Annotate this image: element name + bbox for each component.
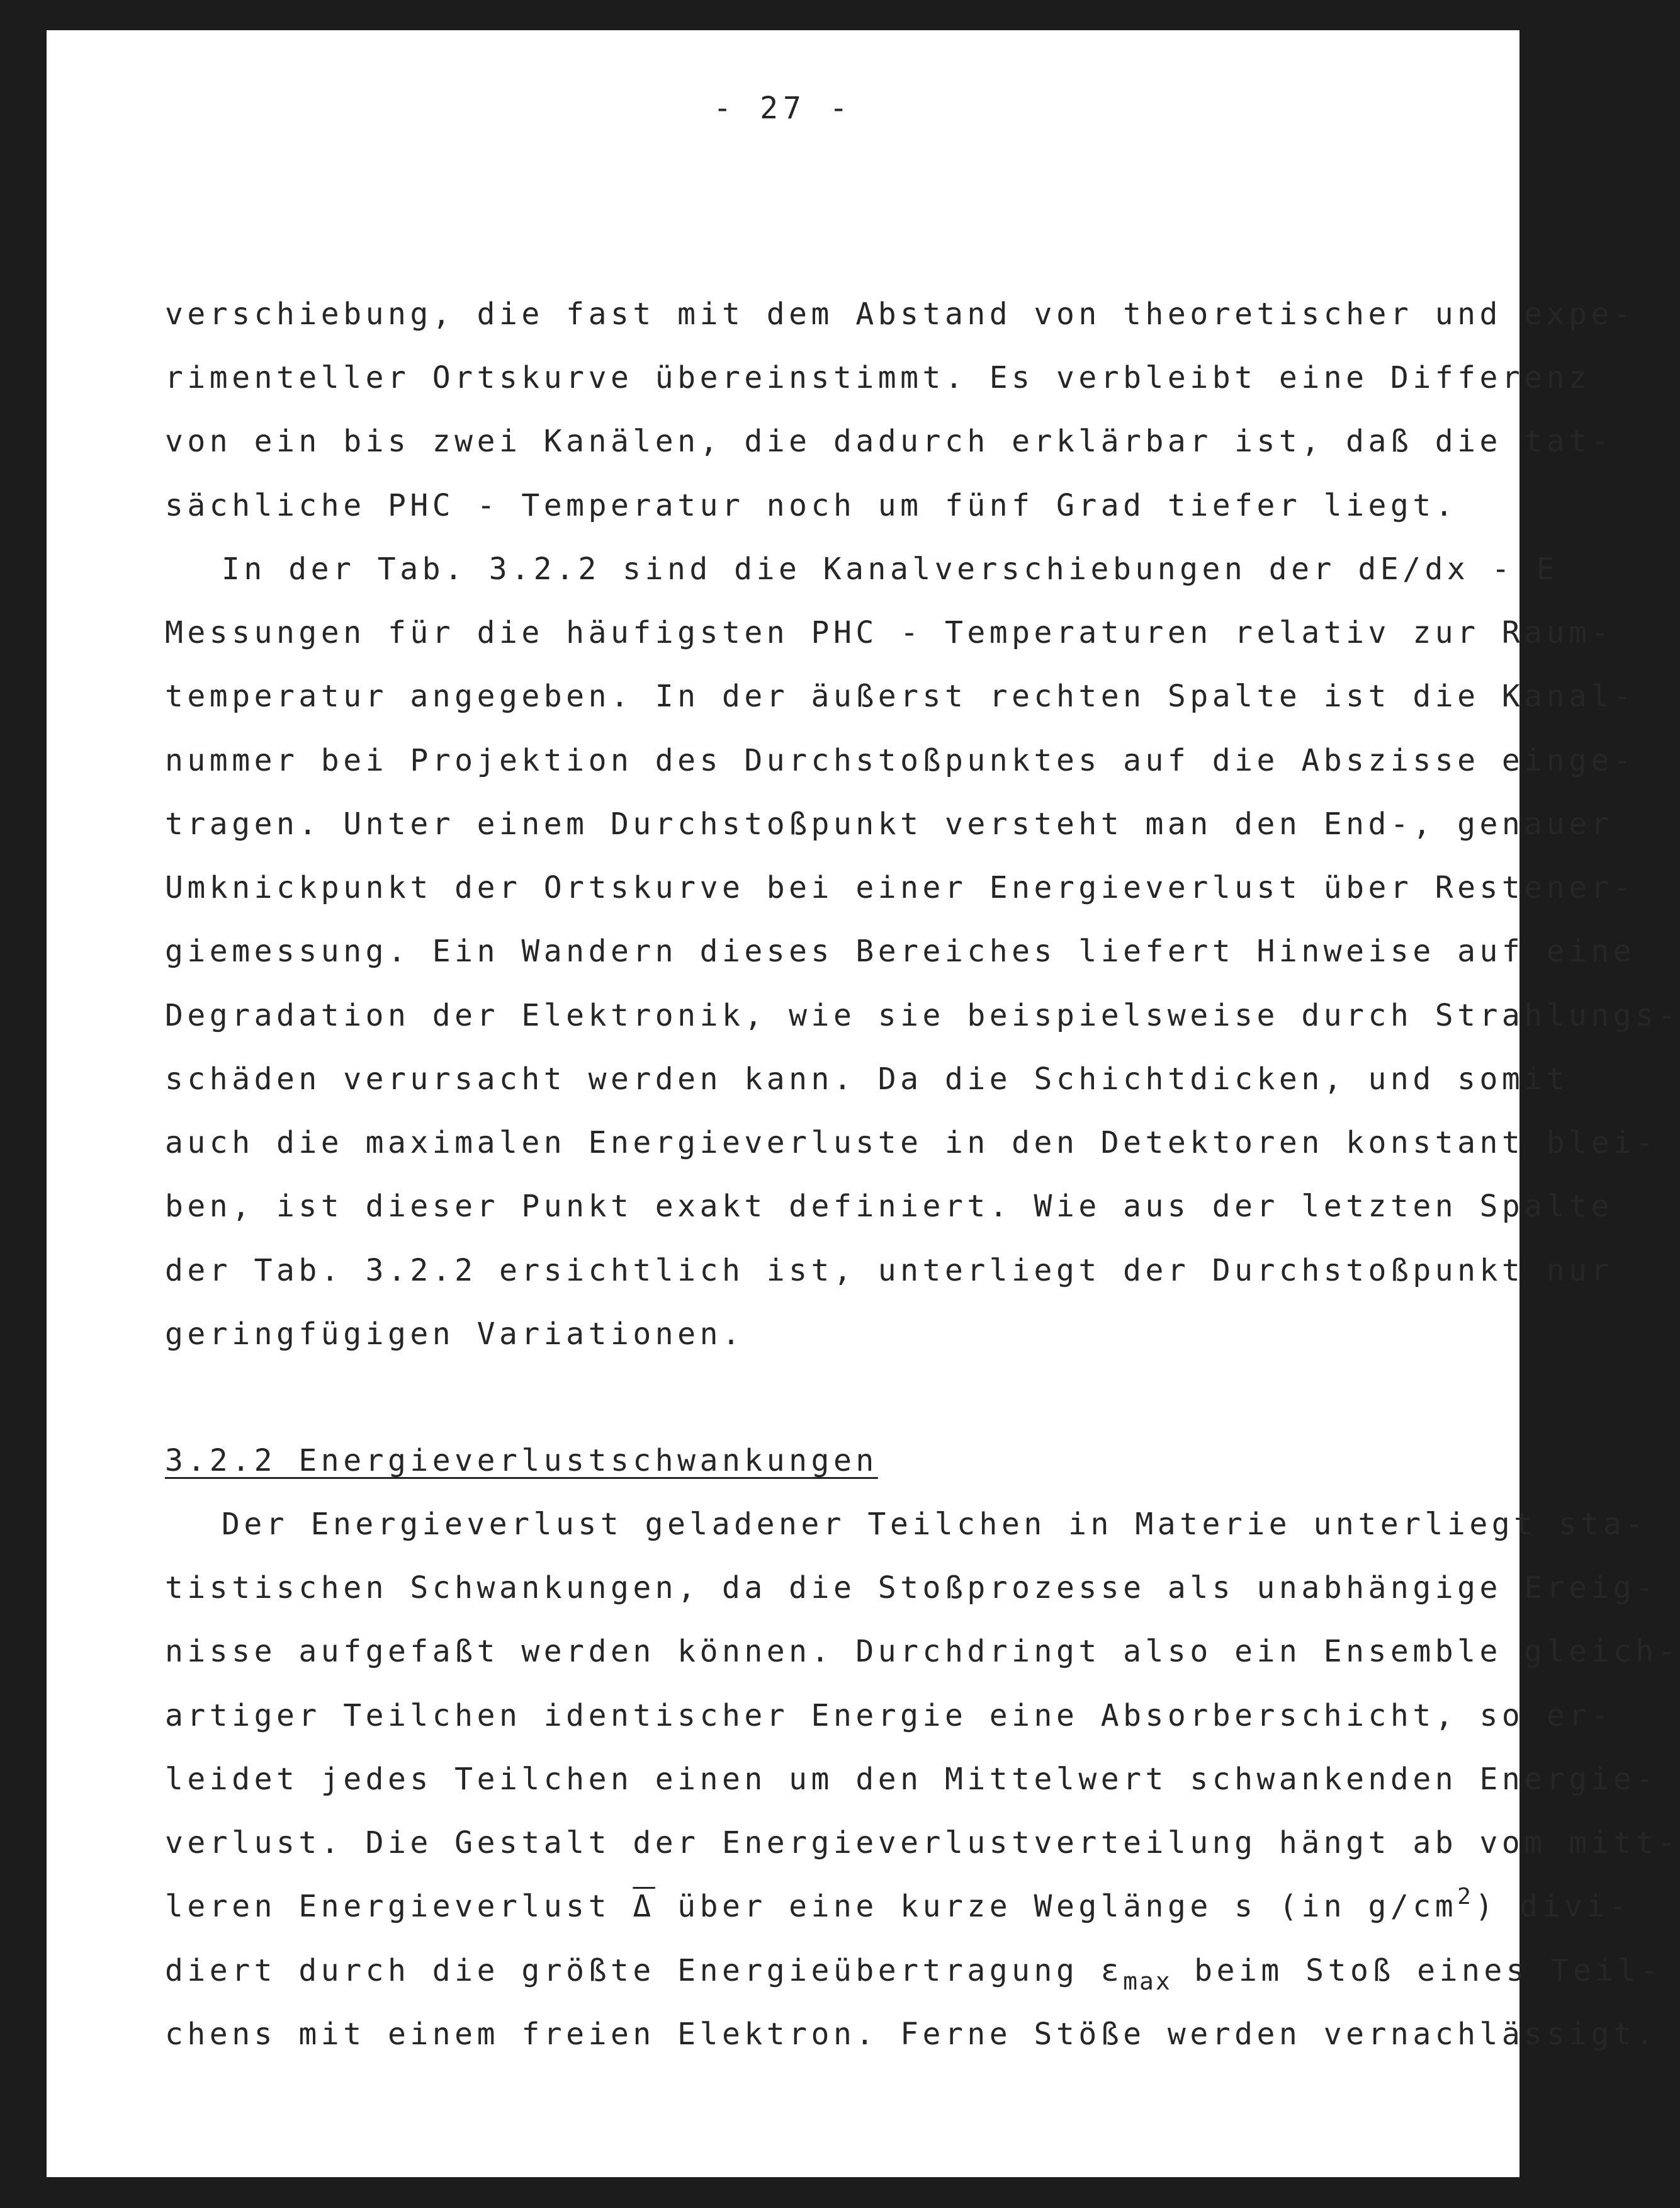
paragraph-line: verlust. Die Gestalt der Energieverlustverteilung hängt ab vom mitt-	[165, 1825, 1680, 1860]
paragraph-line: geringfügigen Variationen.	[165, 1316, 745, 1352]
page-number: - 27 -	[713, 91, 853, 126]
paragraph-line: chens mit einem freien Elektron. Ferne Stöße werden vernachlässigt.	[165, 2017, 1658, 2052]
paragraph-line: Degradation der Elektronik, wie sie beispielsweise durch Strahlungs-	[165, 998, 1680, 1033]
paragraph-line	[165, 1952, 1662, 1995]
paragraph-line: artiger Teilchen identischer Energie eine Absorberschicht, so er-	[165, 1698, 1613, 1733]
text-segment: leren Energieverlust	[165, 1889, 633, 1924]
text-segment: beim Stoß eines Teil-	[1171, 1953, 1662, 1988]
paragraph-line: temperatur angegeben. In der äußerst rechten Spalte ist die Kanal-	[165, 679, 1636, 714]
paragraph-line: rimenteller Ortskurve übereinstimmt. Es verbleibt eine Differenz	[165, 360, 1591, 395]
paragraph-line: ben, ist dieser Punkt exakt definiert. Wie aus der letzten Spalte	[165, 1189, 1613, 1224]
paragraph-line: auch die maximalen Energieverluste in den Detektoren konstant blei-	[165, 1125, 1658, 1160]
paragraph-line: tragen. Unter einem Durchstoßpunkt versteht man den End-, genauer	[165, 807, 1613, 842]
paragraph-line: von ein bis zwei Kanälen, die dadurch erklärbar ist, daß die tat-	[165, 424, 1613, 459]
paragraph-line: tistischen Schwankungen, da die Stoßprozesse als unabhängige Ereig-	[165, 1570, 1658, 1605]
superscript: 2	[1457, 1884, 1475, 1910]
text-segment: ) divi-	[1475, 1889, 1632, 1924]
paragraph-line: der Tab. 3.2.2 ersichtlich ist, unterliegt der Durchstoßpunkt nur	[165, 1253, 1613, 1288]
section-heading: 3.2.2 Energieverlustschwankungen	[165, 1443, 878, 1478]
subscript: max	[1123, 1967, 1172, 1995]
mean-energy-loss-symbol: $\overline{\Delta}$	[633, 1889, 655, 1924]
paragraph-line: giemessung. Ein Wandern dieses Bereiches liefert Hinweise auf eine	[165, 934, 1636, 969]
paragraph-line: schäden verursacht werden kann. Da die Schichtdicken, und somit	[165, 1062, 1569, 1097]
paragraph-line: nummer bei Projektion des Durchstoßpunktes auf die Abszisse einge-	[165, 743, 1636, 778]
text-segment: diert durch die größte Energieübertragung	[165, 1953, 1101, 1988]
paragraph-line: Umknickpunkt der Ortskurve bei einer Energieverlust über Restener-	[165, 870, 1636, 905]
paragraph-line: leidet jedes Teilchen einen um den Mittelwert schwankenden Energie-	[165, 1762, 1658, 1797]
paragraph-line: Der Energieverlust geladener Teilchen in Materie unterliegt sta-	[222, 1507, 1648, 1542]
paragraph-line	[165, 1884, 1632, 1925]
paragraph-line: verschiebung, die fast mit dem Abstand von theoretischer und expe-	[165, 297, 1636, 332]
paragraph-line: nisse aufgefaßt werden können. Durchdringt also ein Ensemble gleich-	[165, 1634, 1680, 1669]
paragraph-line: Messungen für die häufigsten PHC - Temperaturen relativ zur Raum-	[165, 615, 1613, 650]
document-page	[47, 30, 1680, 2177]
text-segment: über eine kurze Weglänge s (in g/cm	[655, 1889, 1458, 1924]
epsilon-symbol: ε	[1100, 1953, 1124, 1988]
paragraph-line: In der Tab. 3.2.2 sind die Kanalverschiebungen der dE/dx - E	[222, 552, 1559, 587]
paragraph-line: sächliche PHC - Temperatur noch um fünf Grad tiefer liegt.	[165, 488, 1458, 523]
